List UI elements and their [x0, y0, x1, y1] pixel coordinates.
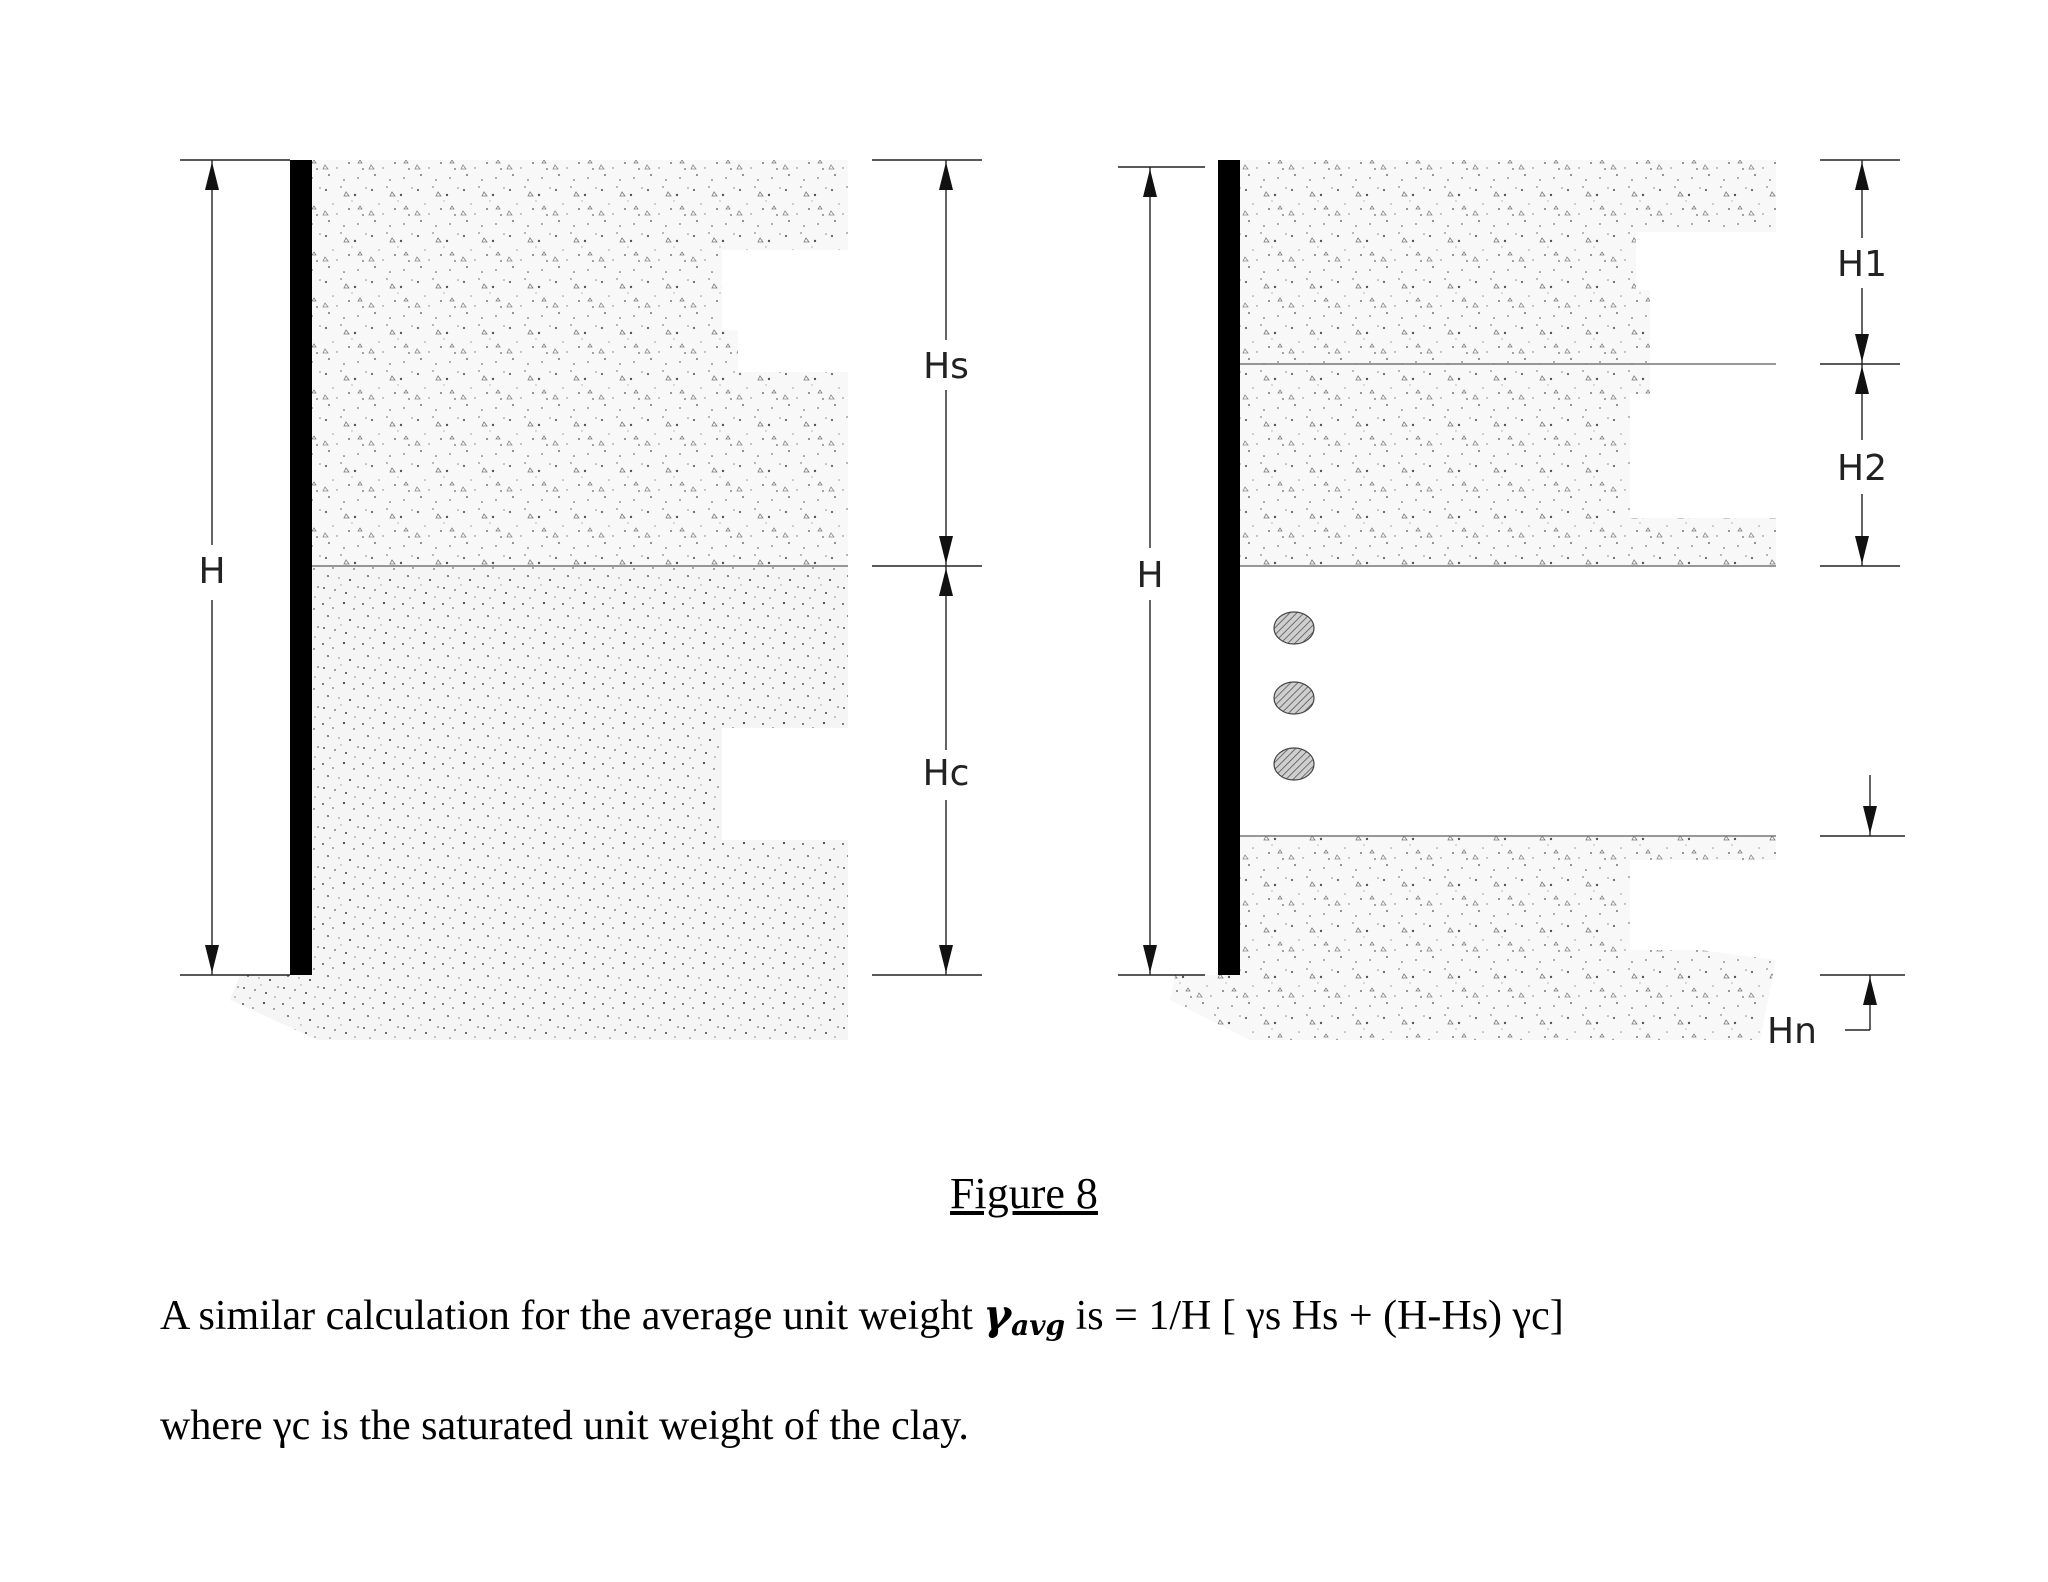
label-h1: H1 [1837, 244, 1887, 285]
label-hc: Hc [922, 753, 970, 794]
soil-layer-1 [1240, 160, 1776, 364]
label-h2: H2 [1837, 448, 1887, 489]
retaining-wall-right [1218, 160, 1240, 975]
retaining-wall [290, 160, 312, 975]
definition-paragraph: where γc is the saturated unit weight of the clay. [160, 1403, 969, 1449]
sand-layer [310, 160, 848, 566]
gamma-symbol: γ [983, 1290, 1012, 1339]
intermediate-layers-ellipsis [1274, 612, 1314, 780]
figure-caption: Figure 8 [950, 1169, 1098, 1218]
formula-text-after: is = 1/H [ γs Hs + (H-Hs) γc] [1065, 1293, 1564, 1339]
formula-paragraph [160, 1290, 1564, 1342]
dimension-hs-hc [872, 160, 982, 975]
label-hs: Hs [923, 346, 969, 387]
gamma-subscript: avg [1011, 1309, 1066, 1342]
clay-layer [230, 566, 848, 1040]
soil-layer-n [1170, 836, 1776, 1040]
soil-layer-2 [1240, 364, 1776, 566]
label-hn: Hn [1767, 1011, 1817, 1052]
dimension-h1-h2-hn [1820, 160, 1905, 1030]
label-h-right: H [1136, 555, 1164, 596]
dimension-h [180, 160, 290, 975]
right-diagram [1118, 160, 1905, 1052]
left-diagram [180, 160, 982, 1040]
label-h: H [198, 551, 226, 592]
formula-text-before: A similar calculation for the average unit weight [160, 1293, 984, 1339]
